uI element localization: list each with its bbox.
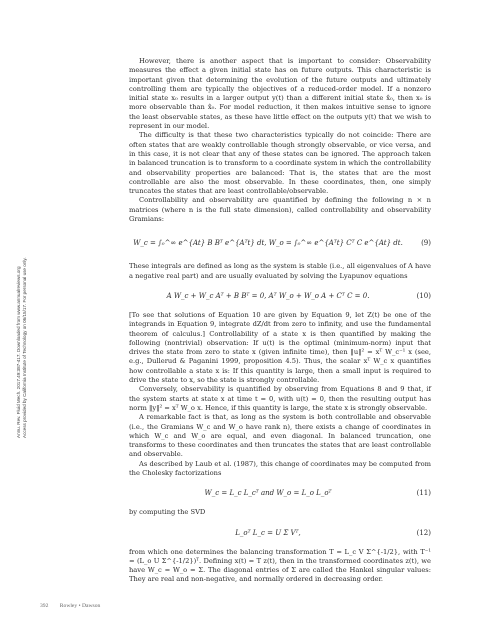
equation-11: [129, 482, 431, 504]
running-authors: Rowley • Dawson: [59, 603, 101, 609]
equation-number: (9): [421, 239, 431, 248]
download-notice-line: Annu. Rev. Fluid Mech. 2017.49:387-417. Downloaded from www.annualreviews.org: [16, 266, 21, 438]
paragraph: Conversely, observability is quantified by observing from Equations 8 and 9 that, if the system starts at state x at time t = 0, with u(t) = 0, then the resulting output has norm ‖y‖² = xᵀ W_o x. Hence, if this quantity is large, the state x is strongly observable.: [129, 385, 431, 412]
paragraph: These integrals are defined as long as the system is stable (i.e., all eigenvalues of A have a negative real part) and are usually evaluated by solving the Lyapunov equations: [129, 262, 431, 280]
equation-body: W_c = ∫₀^∞ e^{At} B Bᵀ e^{Aᵀt} dt, W_o = ∫₀^∞ e^{Aᵀt} Cᵀ C e^{At} dt.: [133, 239, 403, 248]
paragraph: As described by Laub et al. (1987), this change of coordinates may be computed from the Cholesky factorizations: [129, 459, 431, 477]
equation-12: [129, 522, 431, 544]
page-footer: [40, 603, 110, 609]
paragraph: [To see that solutions of Equation 10 are given by Equation 9, let Z(t) be one of the integrands in Equation 9, integrate dZ/dt from zero to infinity, and use the fundamental theorem of calculus.] Controllability of a state x is then quantified by making the following (nontrivial) observation: If u(t) is the optimal (minimum-norm) input that drives the state from zero to state x (given infinite time), then ‖u‖² = xᵀ W_c⁻¹ x (see, e.g., Dullerud & Paganini 1999, proposition 4.5). Thus, the scalar xᵀ W_c x quantifies how controllable a state x is: If this quantity is large, then a small input is required to drive the state to x, so the state is strongly controllable.: [129, 310, 431, 385]
download-notice: [16, 210, 32, 438]
page-number: 392: [40, 603, 49, 609]
paragraph: by computing the SVD: [129, 508, 206, 517]
paragraph: Controllability and observability are quantified by defining the following n × n matrices (where n is the full state dimension), called controllability and observability Gramians:: [129, 196, 431, 224]
equation-number: (10): [416, 291, 431, 300]
equation-body: A W_c + W_c Aᵀ + B Bᵀ = 0, Aᵀ W_o + W_o A + Cᵀ C = 0.: [166, 291, 370, 300]
equation-body: W_c = L_c L_cᵀ and W_o = L_o L_oᵀ: [204, 489, 332, 498]
equation-number: (11): [416, 489, 431, 498]
paragraph: A remarkable fact is that, as long as the system is both controllable and observable (i.e., the Gramians W_c and W_o have rank n), there exists a change of coordinates in which W_c and W_o are equal, and even diagonal. In balanced truncation, one transforms to these coordinates and then truncates the states that are least controllable and observable.: [129, 413, 431, 459]
access-notice-line: Access provided by California Institute of Technology on 06/15/17. For personal use only.: [22, 257, 27, 438]
equation-9: [129, 228, 431, 258]
paragraph: However, there is another aspect that is important to consider: Observability measures the effect a given initial state has on future outputs. This characteristic is important given that determining the evolution of the future outputs and ultimately controlling them are typically the objectives of a reduced-order model. If a nonzero initial state x₀ results in a larger output y(t) than a different initial state x̂₀, then x₀ is more observable than x̂₀. For model reduction, it then makes intuitive sense to ignore the least observable states, as these have little effect on the outputs y(t) that we wish to represent in our model.: [129, 57, 431, 131]
equation-body: L_oᵀ L_c = U Σ Vᵀ,: [235, 528, 301, 537]
paragraph: The difficulty is that these two characteristics typically do not coincide: There are often states that are weakly controllable though strongly observable, or vice versa, and in this case, it is not clear that any of these states can be ignored. The approach taken in balanced truncation is to transform to a coordinate system in which the controllability and observability properties are balanced: That is, the states that are the most controllable are also the most observable. In these coordinates, then, one simply truncates the states that are least controllable/observable.: [129, 131, 431, 196]
paragraph: from which one determines the balancing transformation T = L_c V Σ^{-1/2}, with T⁻¹ = (L_o U Σ^{-1/2})ᵀ. Defining x(t) = T z(t), then in the transformed coordinates z(t), we have W_c = W_o = Σ. The diagonal entries of Σ are called the Hankel singular values: They are real and non-negative, and normally ordered in decreasing order.: [129, 547, 431, 584]
main-text-column: [129, 57, 431, 585]
equation-10: [129, 285, 431, 307]
equation-number: (12): [416, 528, 431, 537]
